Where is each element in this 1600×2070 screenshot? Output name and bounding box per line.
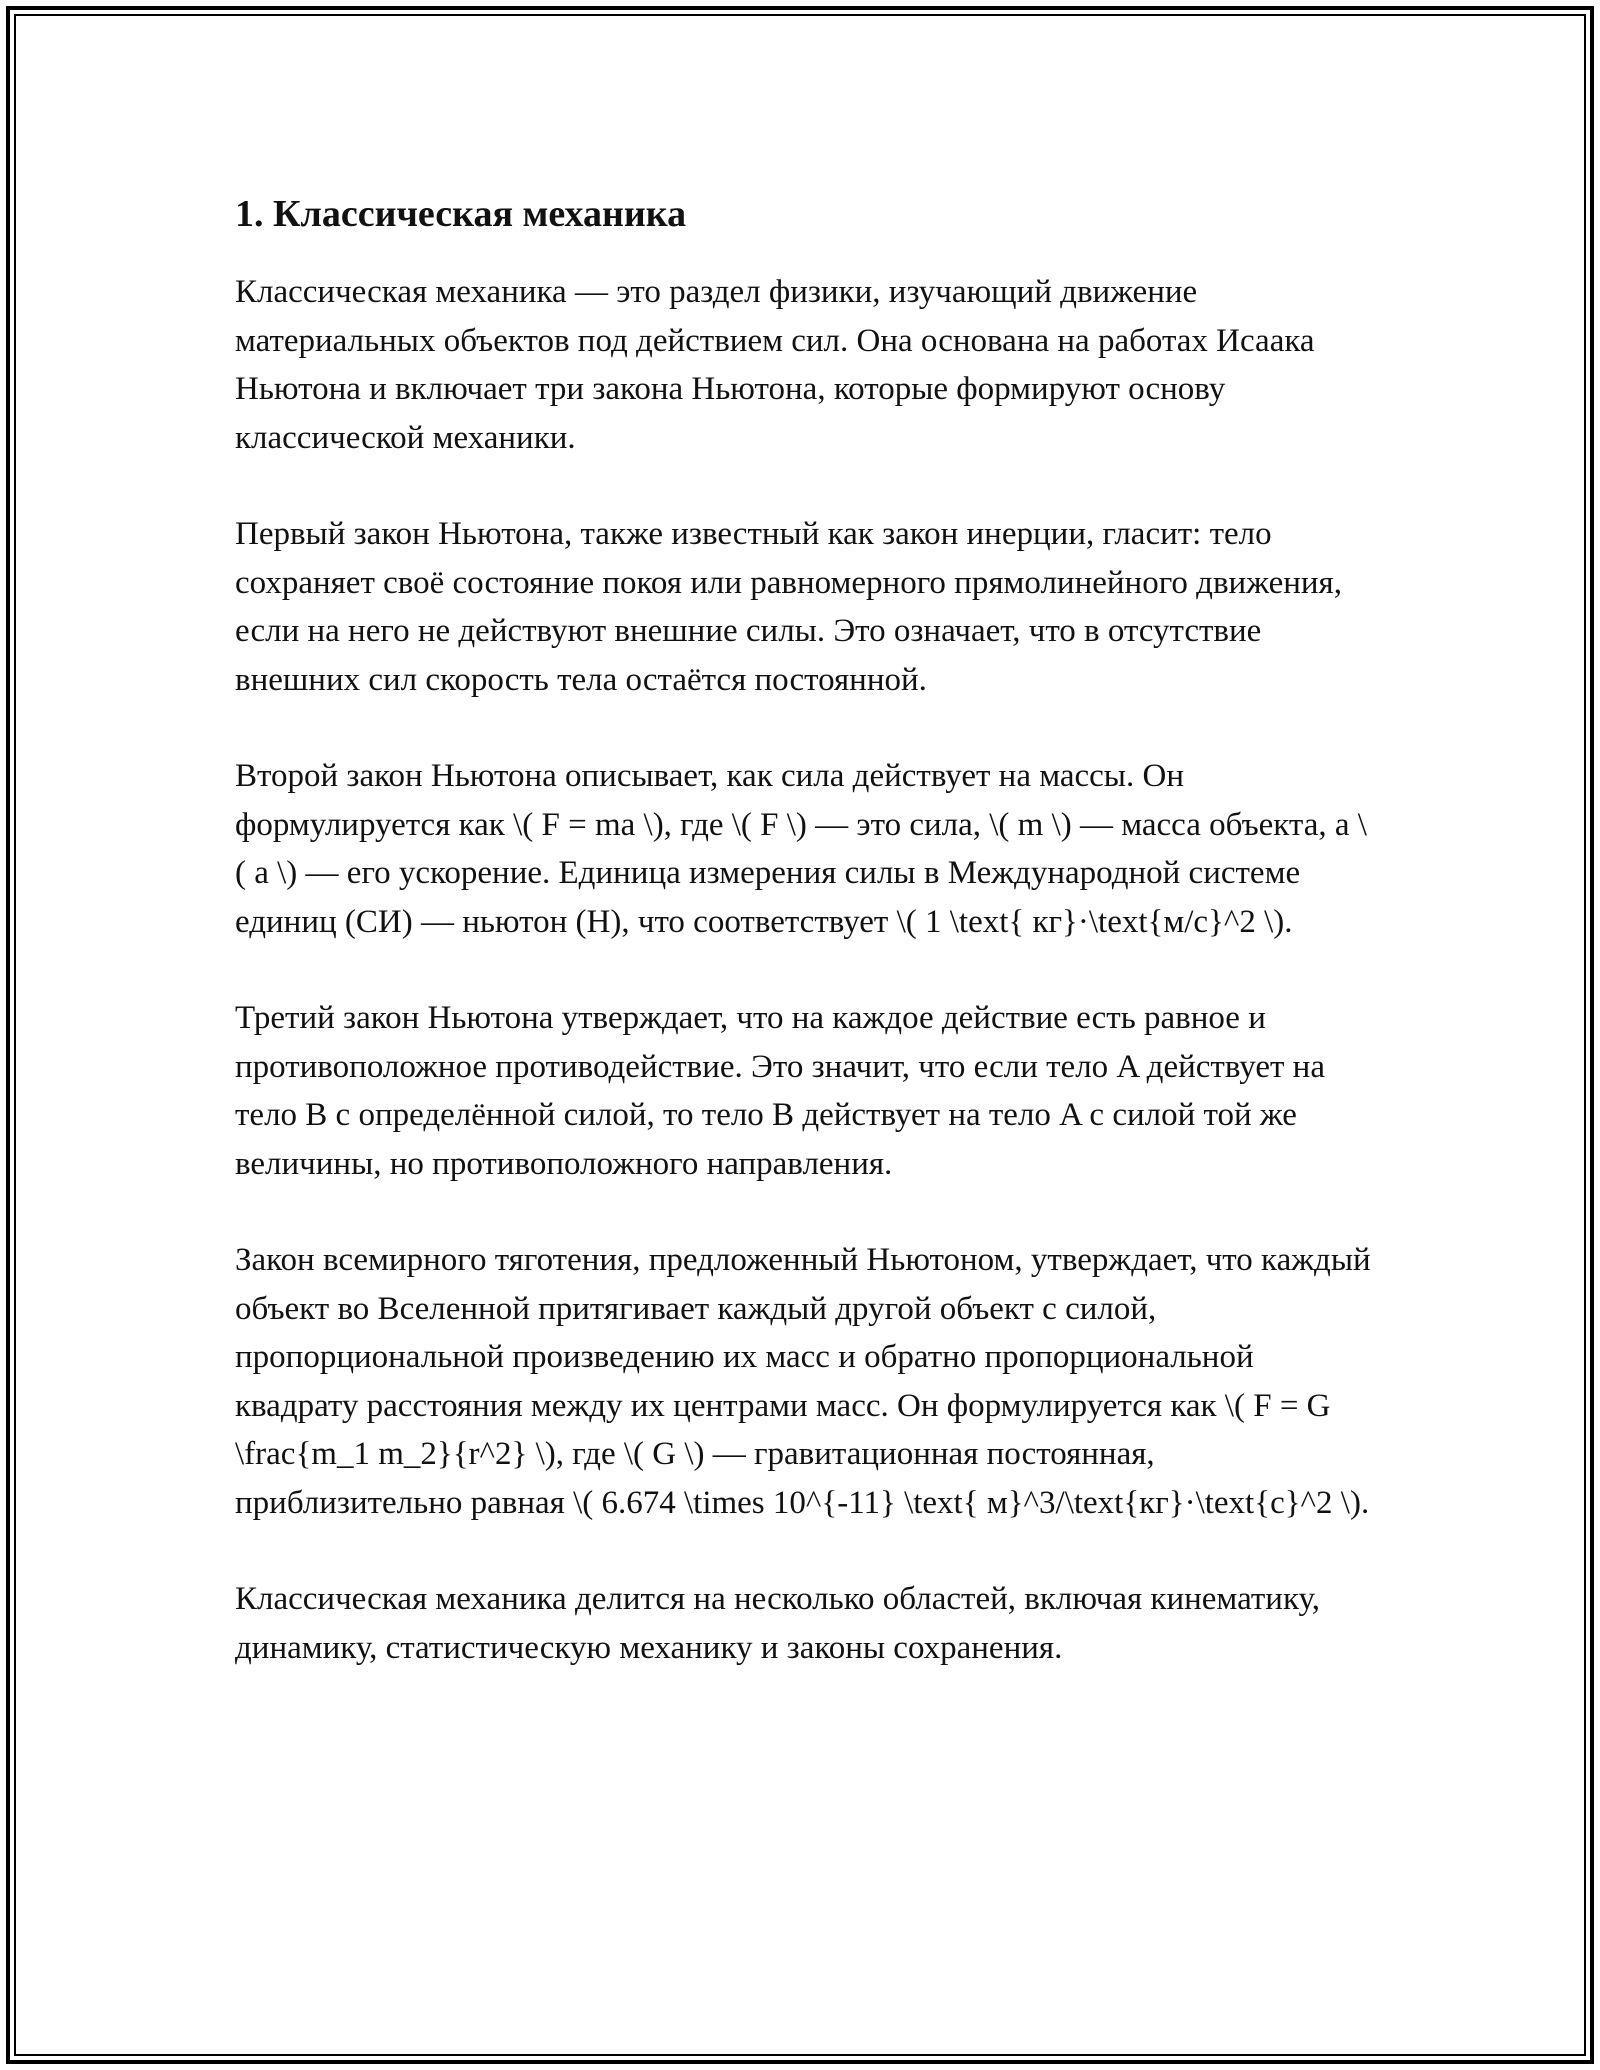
section-heading: 1. Классическая механика bbox=[235, 193, 687, 235]
paragraph-areas: Классическая механика делится на несколько областей, включая кинематику, динамику, статистическую механику и законы сохранения. bbox=[235, 1581, 1320, 1666]
document-body bbox=[235, 186, 1375, 1720]
paragraph-intro: Классическая механика — это раздел физики, изучающий движение материальных объектов под действием сил. Она основана на работах Исаака Ньютона и включает три закона Ньютона, которые формируют основу классической механики. bbox=[235, 274, 1315, 456]
paragraph-third-law: Третий закон Ньютона утверждает, что на каждое действие есть равное и противоположное противодействие. Это значит, что если тело A действует на тело B с определённой силой, то тело B действует на тело A с силой той же величины, но противоположного направления. bbox=[235, 1000, 1325, 1182]
paragraph-second-law: Второй закон Ньютона описывает, как сила действует на массы. Он формулируется как \( F = ma \), где \( F \) — это сила, \( m \) — масса объекта, а \( a \) — его ускорение. Единица измерения силы в Международной системе единиц (СИ) — ньютон (Н), что соответствует \( 1 \text{ кг}·\text{м/с}^2 \). bbox=[235, 758, 1367, 940]
paragraph-gravitation: Закон всемирного тяготения, предложенный Ньютоном, утверждает, что каждый объект во Вселенной притягивает каждый другой объект с силой, пропорциональной произведению их масс и обратно пропорциональной квадрату расстояния между их центрами масс. Он формулируется как \( F = G \frac{m_1 m_2}{r^2} \), где \( G \) — гравитационная постоянная, приблизительно равная \( 6.674 \times 10^{-11} \text{ м}^3/\text{кг}·\text{с}^2 \). bbox=[235, 1242, 1371, 1521]
paragraph-first-law: Первый закон Ньютона, также известный как закон инерции, гласит: тело сохраняет своё состояние покоя или равномерного прямолинейного движения, если на него не действуют внешние силы. Это означает, что в отсутствие внешних сил скорость тела остаётся постоянной. bbox=[235, 516, 1342, 698]
